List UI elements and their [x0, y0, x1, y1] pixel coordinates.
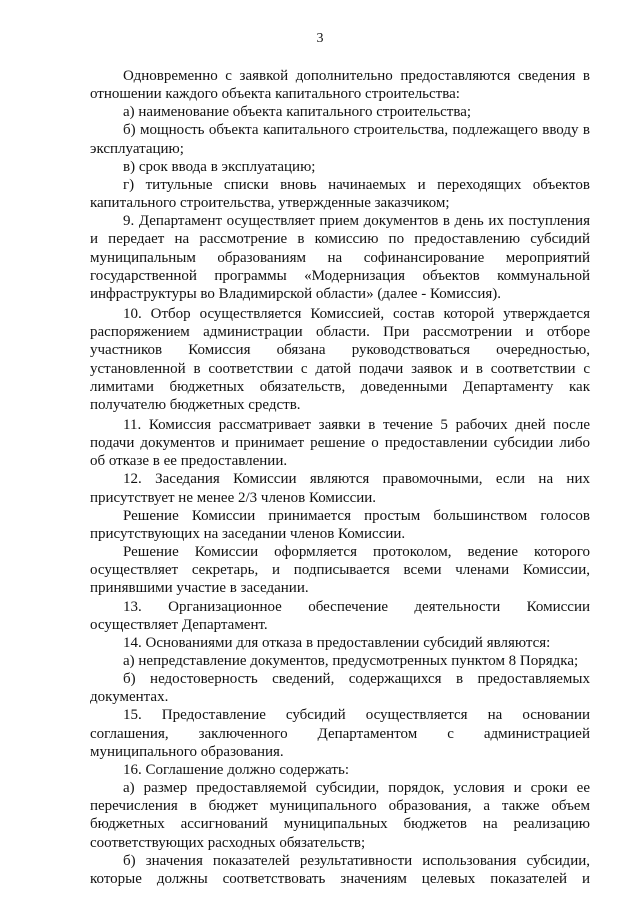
clause-9: 9. Департамент осуществляет прием документов в день их поступления и передает на рассмотрение в комиссию по предоставлению субсидий муниципальным образованиям на софинансирование мероприятий государственной программы «Модернизация объектов коммунальной инфраструктуры во Владимирской области» (далее - Комиссия).: [90, 213, 590, 302]
list-item-b: б) мощность объекта капитального строительства, подлежащего вводу в эксплуатацию;: [90, 122, 590, 157]
clause-10: 10. Отбор осуществляется Комиссией, состав которой утверждается распоряжением администрации области. При рассмотрении и отборе участников Комиссия обязана руководствоваться очередностью, установленной в соответствии с датой подачи заявок и в соответствии с лимитами бюджетных обязательств, доведенными Департаменту как получателю бюджетных средств.: [90, 306, 590, 413]
clause-16-item-a: а) размер предоставляемой субсидии, порядок, условия и сроки ее перечисления в бюджет муниципального образования, а также объем бюджетных ассигнований муниципальных бюджетов на реализацию соответствующих расходных обязательств;: [90, 780, 590, 851]
clause-13: 13. Организационное обеспечение деятельности Комиссии осуществляет Департамент.: [90, 598, 590, 633]
clause-14-item-a: а) непредставление документов, предусмотренных пунктом 8 Порядка;: [123, 653, 579, 669]
list-item-g: г) титульные списки вновь начинаемых и переходящих объектов капитального строительства, утвержденные заказчиком;: [90, 176, 590, 212]
clause-12: 12. Заседания Комиссии являются правомочными, если на них присутствует не менее 2/3 членов Комиссии.: [90, 471, 590, 506]
clause-11: 11. Комиссия рассматривает заявки в течение 5 рабочих дней после подачи документов и принимает решение о предоставлении субсидии либо об отказе в ее предоставлении.: [90, 416, 590, 470]
clause-14-item-b: б) недостоверность сведений, содержащихся в предоставляемых документах.: [90, 671, 590, 706]
clause-16: 16. Соглашение должно содержать:: [123, 761, 349, 778]
paragraph-intro: Одновременно с заявкой дополнительно предоставляются сведения в отношении каждого объекта капитального строительства:: [90, 68, 590, 103]
list-item-v: в) срок ввода в эксплуатацию;: [123, 158, 316, 175]
clause-15: 15. Предоставление субсидий осуществляется на основании соглашения, заключенного Департаментом с администрацией муниципального образования.: [90, 707, 590, 760]
clause-12-protocol: Решение Комиссии оформляется протоколом, ведение которого осуществляет секретарь, и подписывается всеми членами Комиссии, принявшими участие в заседании.: [90, 544, 590, 597]
page-number: 3: [316, 31, 324, 46]
clause-16-item-b: б) значения показателей результативности использования субсидии, которые должны соответствовать значениям целевых показателей и: [90, 852, 590, 887]
list-item-a: а) наименование объекта капитального строительства;: [123, 104, 472, 121]
clause-14: 14. Основаниями для отказа в предоставлении субсидий являются:: [123, 634, 551, 651]
clause-12-decision: Решение Комиссии принимается простым большинством голосов присутствующих на заседании членов Комиссии.: [90, 507, 590, 542]
document-body: [90, 67, 590, 888]
